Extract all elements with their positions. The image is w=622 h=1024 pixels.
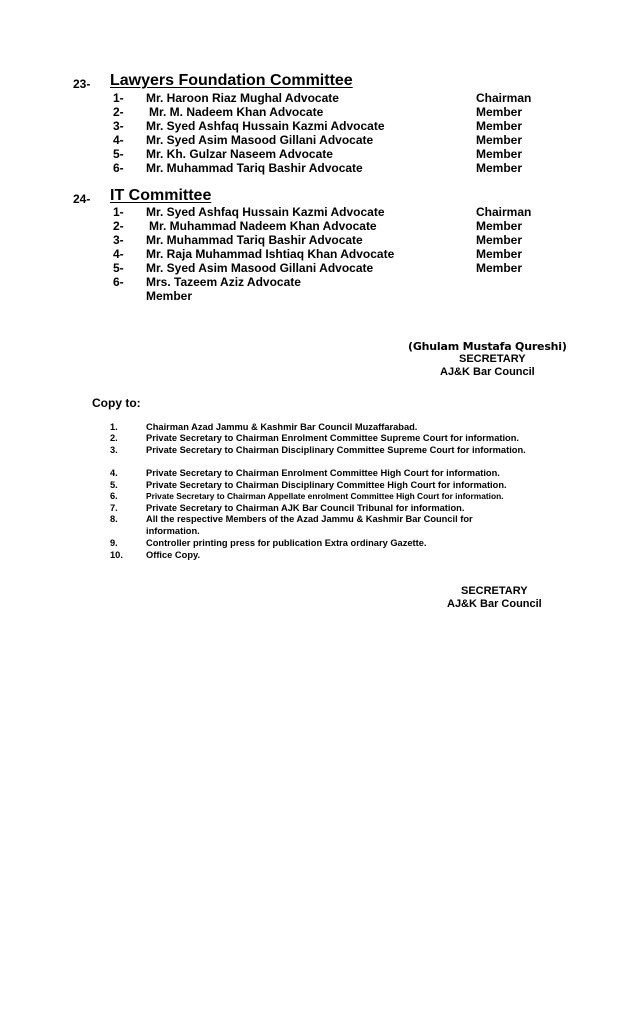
member-number: 6- (113, 275, 124, 289)
member-number: 3- (113, 233, 124, 247)
copy-item-number: 8. (110, 514, 118, 524)
copy-item-number: 7. (110, 503, 118, 513)
member-number: 4- (113, 247, 124, 261)
footer-organization: AJ&K Bar Council (447, 598, 542, 610)
member-role: Member (476, 247, 523, 261)
copy-item-number: 5. (110, 480, 118, 490)
copy-item (110, 468, 550, 480)
member-number: 6- (113, 161, 124, 175)
member-name: Mr. Kh. Gulzar Naseem Advocate (146, 147, 333, 161)
copy-item-text: Office Copy. (146, 550, 201, 560)
member-name: Mr. Syed Asim Masood Gillani Advocate (146, 261, 374, 275)
member-role: Member (476, 161, 523, 175)
copy-item (110, 480, 550, 492)
member-role: Chairman (476, 91, 532, 105)
section-number: 23- (73, 77, 91, 91)
copy-item (110, 503, 550, 515)
copy-item-text: All the respective Members of the Azad Jammu & Kashmir Bar Council for information. (146, 514, 473, 536)
member-name: Mr. Muhammad Nadeem Khan Advocate (149, 219, 377, 233)
member-number: 5- (113, 147, 124, 161)
copy-item-number: 10. (110, 550, 123, 560)
member-role: Member (476, 133, 523, 147)
copy-item-text: Chairman Azad Jammu & Kashmir Bar Council Muzaffarabad. (146, 422, 418, 432)
member-number: 1- (113, 205, 124, 219)
copy-item-text: Private Secretary to Chairman Disciplinary Committee Supreme Court for information. (146, 445, 526, 455)
section-title: IT Committee (110, 187, 212, 204)
member-name: Mr. Muhammad Tariq Bashir Advocate (146, 161, 363, 175)
copy-item (110, 445, 550, 457)
footer-designation: SECRETARY (461, 585, 528, 597)
member-name: Mr. M. Nadeem Khan Advocate (149, 105, 324, 119)
copy-item-text: Private Secretary to Chairman AJK Bar Council Tribunal for information. (146, 503, 465, 513)
member-number: 4- (113, 133, 124, 147)
copy-item-text: Controller printing press for publication Extra ordinary Gazette. (146, 538, 427, 548)
section-number: 24- (73, 192, 91, 206)
member-role: Member (476, 261, 523, 275)
member-name: Mr. Haroon Riaz Mughal Advocate (146, 91, 339, 105)
copy-item-number: 2. (110, 433, 118, 443)
member-name: Mrs. Tazeem Aziz Advocate (146, 275, 301, 289)
member-role: Member (476, 119, 523, 133)
signatory-designation: SECRETARY (459, 353, 526, 365)
member-name: Mr. Syed Asim Masood Gillani Advocate (146, 133, 374, 147)
copy-item (110, 422, 550, 434)
copy-item (110, 538, 550, 550)
member-role: Member (476, 219, 523, 233)
member-role: Member (476, 105, 523, 119)
member-role: Member (476, 233, 523, 247)
member-name: Mr. Syed Ashfaq Hussain Kazmi Advocate (146, 119, 385, 133)
member-name: Mr. Raja Muhammad Ishtiaq Khan Advocate (146, 247, 395, 261)
copy-item-text: Private Secretary to Chairman Enrolment Committee Supreme Court for information. (146, 433, 519, 443)
signatory-organization: AJ&K Bar Council (440, 366, 535, 378)
copy-item-number: 9. (110, 538, 118, 548)
member-number: 1- (113, 91, 124, 105)
signatory-name: (Ghulam Mustafa Qureshi) (408, 340, 567, 353)
copy-item (110, 550, 550, 562)
copy-item-text: Private Secretary to Chairman Disciplinary Committee High Court for information. (146, 480, 507, 490)
member-role: Chairman (476, 205, 532, 219)
member-name: Mr. Syed Ashfaq Hussain Kazmi Advocate (146, 205, 385, 219)
member-role: Member (476, 147, 523, 161)
member-number: 2- (113, 105, 124, 119)
copy-item-number: 1. (110, 422, 118, 432)
copy-item-text: Private Secretary to Chairman Enrolment Committee High Court for information. (146, 468, 500, 478)
copy-item-number: 6. (110, 491, 118, 501)
copy-to-heading: Copy to: (92, 396, 141, 410)
member-number: 2- (113, 219, 124, 233)
section-title: Lawyers Foundation Committee (110, 72, 353, 89)
member-name: Mr. Muhammad Tariq Bashir Advocate (146, 233, 363, 247)
copy-item-text: Private Secretary to Chairman Appellate enrolment Committee High Court for information. (146, 491, 504, 501)
copy-item (110, 491, 550, 503)
member-number: 5- (113, 261, 124, 275)
member-number: 3- (113, 119, 124, 133)
copy-item-number: 4. (110, 468, 118, 478)
member-role: Member (146, 289, 193, 303)
copy-item-number: 3. (110, 445, 118, 455)
copy-item (110, 433, 550, 445)
copy-item (110, 514, 550, 537)
